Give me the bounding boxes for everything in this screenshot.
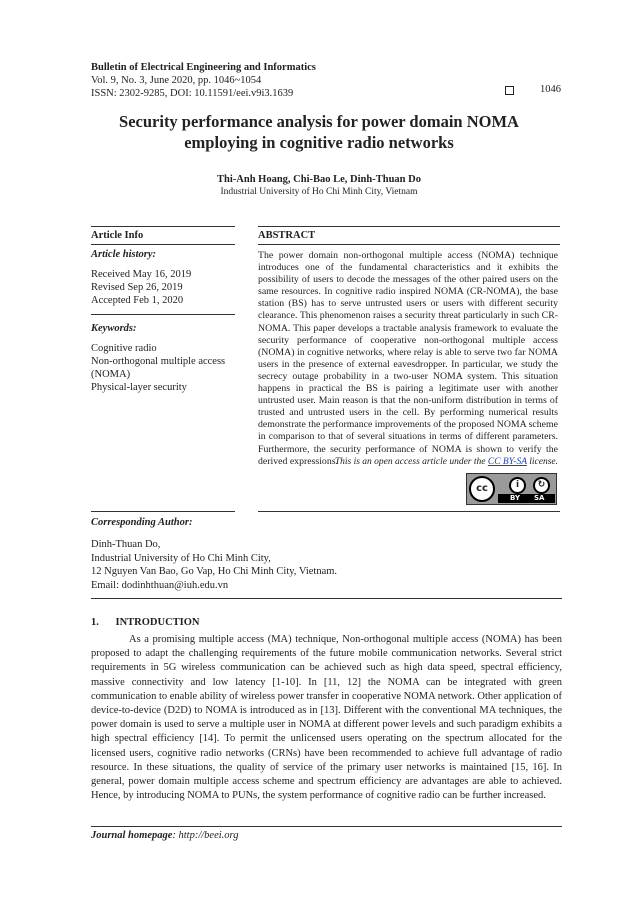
divider: [91, 244, 235, 245]
author-org: Industrial University of Ho Chi Minh City,: [91, 552, 271, 564]
license-prefix: This is an open access article under the: [334, 457, 488, 467]
article-history-heading: Article history:: [91, 249, 157, 260]
homepage-label: Journal homepage: [91, 830, 173, 841]
keywords-heading: Keywords:: [91, 323, 137, 334]
revised-date: Revised Sep 26, 2019: [91, 282, 183, 293]
badge-strip: [498, 494, 555, 503]
divider: [258, 511, 560, 512]
article-history: [91, 268, 191, 307]
homepage-url[interactable]: http://beei.org: [175, 830, 239, 841]
license-suffix: license.: [526, 457, 558, 467]
cc-by-sa-badge[interactable]: [466, 473, 557, 505]
divider: [258, 244, 560, 245]
keyword: Cognitive radio: [91, 343, 157, 354]
author-name: Dinh-Thuan Do,: [91, 539, 161, 550]
page-box-icon: [505, 86, 514, 95]
sa-label: SA: [534, 494, 545, 502]
keyword: Physical-layer security: [91, 382, 187, 393]
corresponding-author-block: [91, 538, 337, 592]
corresponding-author-heading: Corresponding Author:: [91, 517, 193, 528]
divider: [91, 314, 235, 315]
divider: [258, 226, 560, 227]
cc-icon: cc: [469, 476, 495, 502]
abstract-heading: ABSTRACT: [258, 230, 316, 241]
affiliation: Industrial University of Ho Chi Minh City, Vietnam: [220, 187, 418, 197]
accepted-date: Accepted Feb 1, 2020: [91, 295, 184, 306]
section-number: 1.: [91, 617, 99, 628]
abstract-text: The power domain non-orthogonal multiple access (NOMA) technique introduces one of the fundamental characteristics and it exhibits the possibility of users to decode the messages of the other paired users on the same resources. In cognitive radio inspired NOMA (CR-NOMA), the base station (BS) has to serve untrusted users or users with different security clearance. This phenomenon raises a security threat particularly in such CR-NOMA. This paper develops a tractable analysis framework to evaluate the security performance of cooperative non-orthogonal multiple access (NOMA) in cognitive networks, where relay is able to serve two far NOMA users in the presence of external eavesdropper. In particular, we study the secrecy outage probability in a two-user NOMA system. This situation happens in practical the BS is pairing a legitimate user with another untrusted user. Main reason is that the non-uniform distribution in terms of trusted and untrusted users in the cell. By performing numerical results demonstrate the performance improvements of the proposed NOMA scheme in comparison to that of several situations in terms of different parameters. Furthermore, the security performance of NOMA is shown to verify the derived expressions.: [258, 250, 558, 467]
paper-title: [60, 111, 578, 153]
share-alike-icon: ↻: [533, 477, 550, 494]
introduction-body: [91, 633, 562, 803]
journal-homepage: [91, 830, 239, 841]
keyword: Non-orthogonal multiple access: [91, 356, 226, 367]
by-label: BY: [510, 494, 521, 502]
homepage-colon: :: [172, 830, 176, 841]
license-note: [258, 457, 558, 467]
keyword: (NOMA): [91, 369, 131, 380]
footer-divider: [91, 826, 562, 827]
section-title: INTRODUCTION: [115, 617, 200, 628]
divider: [91, 226, 235, 227]
authors: Thi-Anh Hoang, Chi-Bao Le, Dinh-Thuan Do: [217, 174, 421, 185]
page-number: 1046: [540, 84, 561, 95]
received-date: Received May 16, 2019: [91, 269, 192, 280]
journal-header: [91, 61, 316, 100]
title-line-1: Security performance analysis for power domain NOMA: [119, 112, 519, 131]
issn-line: ISSN: 2302-9285, DOI: 10.11591/eei.v9i3.1639: [91, 88, 294, 99]
attribution-icon: i: [509, 477, 526, 494]
volume-line: Vol. 9, No. 3, June 2020, pp. 1046~1054: [91, 75, 262, 86]
keywords-list: [91, 342, 225, 394]
cc-by-sa-link[interactable]: CC BY-SA: [487, 457, 527, 467]
author-email: Email: dodinhthuan@iuh.edu.vn: [91, 579, 229, 591]
divider: [91, 598, 562, 599]
divider: [91, 511, 235, 512]
introduction-paragraph: As a promising multiple access (MA) technique, Non-orthogonal multiple access (NOMA) has been proposed to adapt the challenging requirements of the future mobile communication networks. Several strict requirements in 5G wireless communication can be achieved such as high data speed, spectral efficiency, massive connectivity and low latency [1-10]. In [11, 12] the NOMA can be integrated with green communication to enable ability of wireless power transfer in cooperative NOMA network. Other application of device-to-device (D2D) to NOMA is introduced as in [13]. Different with the conventional MA techniques, the power domain is used to serve a multiple user in NOMA at different power levels and such paradigm exhibits a high spectral efficiency [14]. To permit the unlicensed users operating on the spectrum allocated for the licensed users, cognitive radio networks (CRNs) have been recommended to achieve full advantage of radio resource. In these situations, the quality of service of the primary user networks is maintained [15, 16]. In general, power domain multiple access scheme and spectrum efficiency are advantages are able to achieved. Hence, by introducing NOMA to PUNs, the system performance of cognitive radio can be further increased.: [91, 634, 562, 802]
title-line-2: employing in cognitive radio networks: [184, 133, 454, 152]
section-heading: [91, 617, 200, 628]
article-info-heading: Article Info: [91, 230, 144, 241]
author-address: 12 Nguyen Van Bao, Go Vap, Ho Chi Minh City, Vietnam.: [91, 566, 338, 577]
journal-name: Bulletin of Electrical Engineering and Informatics: [91, 62, 316, 73]
